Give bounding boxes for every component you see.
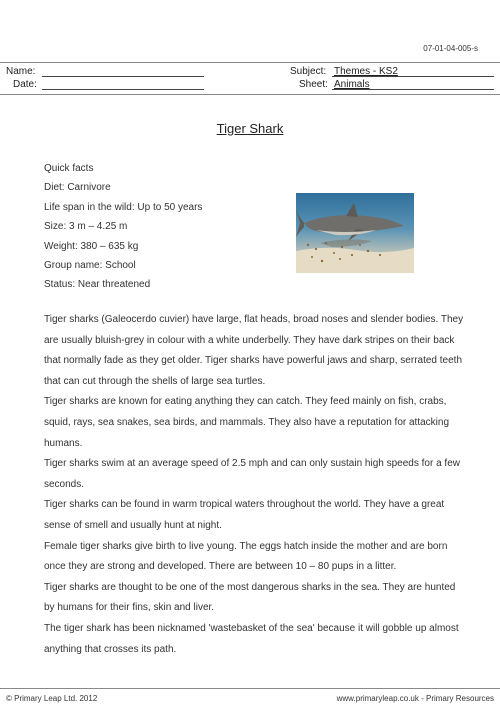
footer-rule	[0, 688, 500, 689]
article-body	[44, 310, 464, 660]
header-top-rule	[0, 62, 500, 63]
paragraph-nickname: The tiger shark has been nicknamed 'wastebasket of the sea' because it will gobble up almost anything that crosses its path.	[44, 622, 459, 655]
date-field[interactable]	[42, 89, 204, 90]
fact-status: Status: Near threatened	[44, 279, 151, 291]
paragraph-habitat: Tiger sharks can be found in warm tropical waters throughout the world. They have a great sense of smell and usually hunt at night.	[44, 499, 445, 531]
paragraph-speed: Tiger sharks swim at an average speed of 2.5 mph and can only sustain high speeds for a few seconds.	[44, 458, 460, 490]
fact-diet: Diet: Carnivore	[44, 182, 111, 194]
quick-facts	[44, 159, 202, 295]
name-field[interactable]	[42, 76, 204, 77]
paragraph-diet: Tiger sharks are known for eating anything they can catch. They feed mainly on fish, crabs, squid, rays, sea snakes, sea birds, and mammals. They also have a reputation for attacking humans.	[44, 396, 450, 449]
name-label: Name:	[6, 66, 36, 77]
footer-site-link[interactable]: www.primaryleap.co.uk - Primary Resources	[336, 694, 494, 703]
footer-copyright: © Primary Leap Ltd. 2012	[6, 694, 98, 703]
tiger-shark-photo	[296, 193, 414, 273]
page-title: Tiger Shark	[216, 121, 284, 136]
paragraph-reproduction: Female tiger sharks give birth to live young. The eggs hatch inside the mother and are born once they are strong and developed. There are between 10 – 80 pups in a litter.	[44, 540, 448, 573]
document-code: 07-01-04-005-s	[423, 44, 478, 53]
sheet-value: Animals	[334, 79, 370, 90]
date-label: Date:	[13, 79, 37, 90]
quick-facts-heading: Quick facts	[44, 163, 94, 174]
paragraph-description: Tiger sharks (Galeocerdo cuvier) have large, flat heads, broad noses and slender bodies. They are usually bluish-grey in colour with a white underbelly. They have dark stripes on their back that normally fade as they get older. Tiger sharks have powerful jaws and sharp, serrated teeth that can cut through the shells of large sea turtles.	[44, 314, 464, 387]
fact-life-span: Life span in the wild: Up to 50 years	[44, 201, 203, 213]
header-bottom-rule	[0, 94, 500, 95]
subject-label: Subject:	[290, 66, 327, 77]
subject-value: Themes - KS2	[334, 66, 398, 77]
fact-group-name: Group name: School	[44, 260, 136, 272]
sheet-label: Sheet:	[299, 79, 328, 90]
paragraph-danger: Tiger sharks are thought to be one of the most dangerous sharks in the sea. They are hunted by humans for their fins, skin and liver.	[44, 581, 456, 614]
fact-weight: Weight: 380 – 635 kg	[44, 240, 139, 252]
fact-size: Size: 3 m – 4.25 m	[44, 221, 128, 233]
